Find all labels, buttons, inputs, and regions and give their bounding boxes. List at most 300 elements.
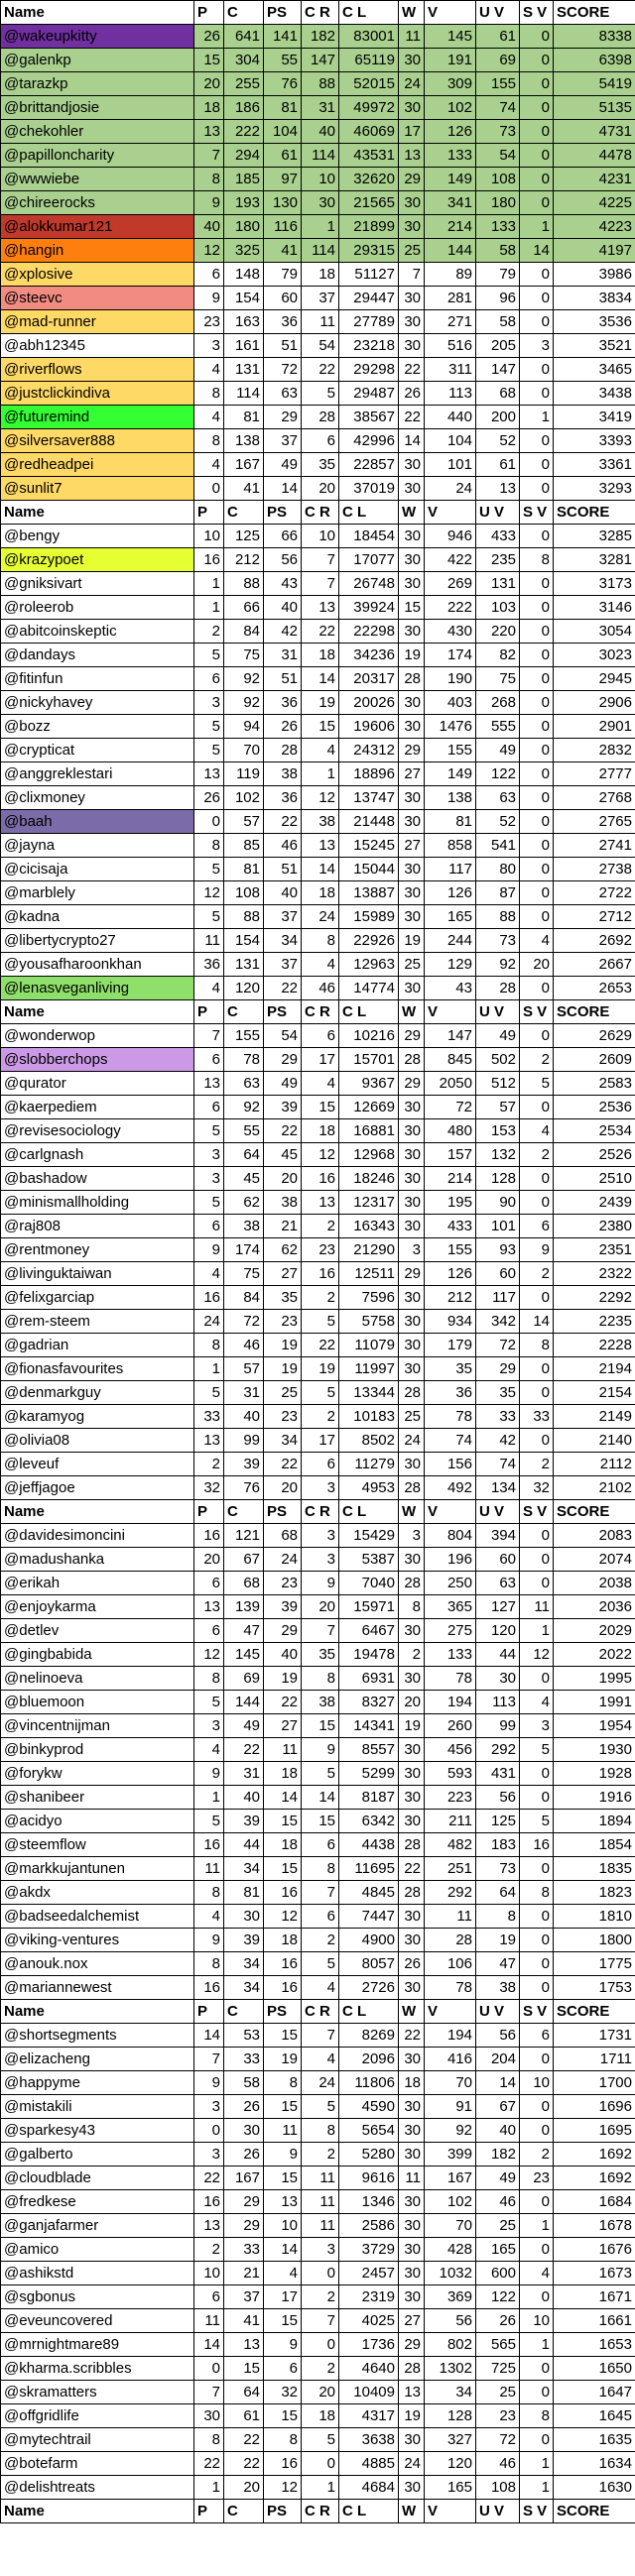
cell-sv: 0 xyxy=(520,2119,554,2143)
cell-v: 593 xyxy=(425,1762,476,1786)
cell-cr: 28 xyxy=(302,406,339,429)
cell-ps: 34 xyxy=(264,929,302,953)
cell-cl: 12317 xyxy=(339,1191,399,1215)
cell-c: 163 xyxy=(224,310,264,334)
cell-name: @abitcoinskeptic xyxy=(1,620,194,644)
cell-uv: 108 xyxy=(476,2476,520,2500)
cell-w: 30 xyxy=(399,881,425,905)
cell-c: 325 xyxy=(224,239,264,263)
cell-ps: 63 xyxy=(264,382,302,406)
cell-uv: 268 xyxy=(476,691,520,715)
table-row xyxy=(1,2404,635,2428)
cell-ps: 8 xyxy=(264,2071,302,2095)
cell-cl: 5654 xyxy=(339,2119,399,2143)
cell-sv: 0 xyxy=(520,1096,554,1119)
cell-c: 154 xyxy=(224,929,264,953)
cell-uv: 68 xyxy=(476,382,520,406)
cell-c: 46 xyxy=(224,1334,264,1357)
cell-score: 1630 xyxy=(554,2476,635,2500)
cell-cr: 24 xyxy=(302,2071,339,2095)
cell-ps: 76 xyxy=(264,72,302,96)
cell-p: 0 xyxy=(194,810,224,834)
cell-p: 8 xyxy=(194,1334,224,1357)
table-row xyxy=(1,215,635,239)
cell-cr: 22 xyxy=(302,358,339,382)
cell-score: 2738 xyxy=(554,858,635,881)
cell-score: 3438 xyxy=(554,382,635,406)
cell-cr: 6 xyxy=(302,429,339,453)
cell-cr: 15 xyxy=(302,1096,339,1119)
cell-uv: 30 xyxy=(476,1667,520,1691)
cell-cr: 2 xyxy=(302,1929,339,1952)
cell-ps: 11 xyxy=(264,1738,302,1762)
table-row xyxy=(1,72,635,96)
cell-ps: 36 xyxy=(264,786,302,810)
cell-cl: 20317 xyxy=(339,667,399,691)
cell-name: @karamyog xyxy=(1,1405,194,1429)
cell-v: 281 xyxy=(425,287,476,310)
column-header-ps: PS xyxy=(264,2500,302,2523)
cell-uv: 42 xyxy=(476,1429,520,1453)
table-row xyxy=(1,1262,635,1286)
cell-cl: 15989 xyxy=(339,905,399,929)
cell-w: 30 xyxy=(399,1215,425,1238)
cell-ps: 45 xyxy=(264,1143,302,1167)
column-header-score: SCORE xyxy=(554,501,635,525)
table-row xyxy=(1,2285,635,2309)
cell-v: 106 xyxy=(425,1952,476,1976)
cell-v: 126 xyxy=(425,120,476,144)
cell-cr: 6 xyxy=(302,1905,339,1929)
cell-cr: 18 xyxy=(302,263,339,287)
cell-v: 56 xyxy=(425,2309,476,2333)
cell-cr: 7 xyxy=(302,2309,339,2333)
cell-w: 30 xyxy=(399,2119,425,2143)
table-row xyxy=(1,1119,635,1143)
cell-c: 186 xyxy=(224,96,264,120)
cell-p: 11 xyxy=(194,2309,224,2333)
table-row xyxy=(1,2262,635,2285)
cell-cl: 24312 xyxy=(339,739,399,762)
cell-ps: 15 xyxy=(264,2024,302,2048)
cell-ps: 39 xyxy=(264,1096,302,1119)
column-header-cl: C L xyxy=(339,1500,399,1524)
table-row xyxy=(1,2190,635,2214)
cell-p: 5 xyxy=(194,1691,224,1714)
cell-w: 30 xyxy=(399,786,425,810)
cell-w: 30 xyxy=(399,1762,425,1786)
cell-uv: 108 xyxy=(476,168,520,191)
cell-cr: 2 xyxy=(302,1286,339,1310)
table-row xyxy=(1,1786,635,1810)
cell-c: 30 xyxy=(224,1905,264,1929)
cell-w: 28 xyxy=(399,1476,425,1500)
cell-uv: 63 xyxy=(476,1572,520,1595)
cell-c: 99 xyxy=(224,1429,264,1453)
cell-cr: 6 xyxy=(302,1453,339,1476)
cell-score: 4731 xyxy=(554,120,635,144)
cell-uv: 394 xyxy=(476,1524,520,1548)
cell-p: 26 xyxy=(194,786,224,810)
cell-name: @libertycrypto27 xyxy=(1,929,194,953)
column-header-ps: PS xyxy=(264,1500,302,1524)
cell-v: 416 xyxy=(425,2048,476,2071)
cell-sv: 14 xyxy=(520,1310,554,1334)
cell-cr: 7 xyxy=(302,1619,339,1643)
cell-v: 165 xyxy=(425,905,476,929)
cell-score: 2629 xyxy=(554,1024,635,1048)
cell-sv: 0 xyxy=(520,810,554,834)
table-row xyxy=(1,786,635,810)
table-row xyxy=(1,2238,635,2262)
cell-cl: 5299 xyxy=(339,1762,399,1786)
cell-cr: 4 xyxy=(302,2048,339,2071)
table-row xyxy=(1,1381,635,1405)
cell-score: 1854 xyxy=(554,1833,635,1857)
cell-w: 11 xyxy=(399,2166,425,2190)
cell-uv: 58 xyxy=(476,310,520,334)
cell-c: 39 xyxy=(224,1453,264,1476)
cell-cr: 2 xyxy=(302,1215,339,1238)
cell-cl: 2096 xyxy=(339,2048,399,2071)
cell-p: 5 xyxy=(194,1381,224,1405)
cell-uv: 60 xyxy=(476,1548,520,1572)
cell-w: 26 xyxy=(399,382,425,406)
cell-ps: 18 xyxy=(264,1929,302,1952)
cell-sv: 0 xyxy=(520,1524,554,1548)
cell-v: 433 xyxy=(425,1215,476,1238)
cell-w: 30 xyxy=(399,1143,425,1167)
table-row xyxy=(1,310,635,334)
cell-name: @silversaver888 xyxy=(1,429,194,453)
cell-uv: 46 xyxy=(476,2452,520,2476)
cell-cl: 17077 xyxy=(339,548,399,572)
cell-sv: 0 xyxy=(520,691,554,715)
cell-c: 68 xyxy=(224,1572,264,1595)
cell-uv: 165 xyxy=(476,2238,520,2262)
cell-uv: 49 xyxy=(476,1024,520,1048)
cell-sv: 0 xyxy=(520,168,554,191)
cell-uv: 44 xyxy=(476,1643,520,1667)
table-row xyxy=(1,1453,635,1476)
cell-cl: 4845 xyxy=(339,1881,399,1905)
table-row xyxy=(1,287,635,310)
cell-name: @amico xyxy=(1,2238,194,2262)
cell-cl: 4885 xyxy=(339,2452,399,2476)
cell-name: @botefarm xyxy=(1,2452,194,2476)
cell-cl: 4590 xyxy=(339,2095,399,2119)
cell-p: 20 xyxy=(194,72,224,96)
cell-uv: 122 xyxy=(476,762,520,786)
column-header-name: Name xyxy=(1,2500,194,2523)
cell-sv: 0 xyxy=(520,191,554,215)
cell-v: 24 xyxy=(425,477,476,501)
cell-score: 1753 xyxy=(554,1976,635,2000)
cell-cl: 51127 xyxy=(339,263,399,287)
cell-uv: 73 xyxy=(476,1857,520,1881)
cell-cr: 4 xyxy=(302,953,339,977)
cell-score: 2112 xyxy=(554,1453,635,1476)
cell-sv: 0 xyxy=(520,2238,554,2262)
cell-score: 2322 xyxy=(554,1262,635,1286)
table-row xyxy=(1,2071,635,2095)
cell-score: 3536 xyxy=(554,310,635,334)
cell-uv: 131 xyxy=(476,572,520,596)
cell-sv: 1 xyxy=(520,2333,554,2357)
cell-sv: 16 xyxy=(520,1833,554,1857)
column-header-uv: U V xyxy=(476,1,520,25)
cell-ps: 23 xyxy=(264,1572,302,1595)
cell-w: 30 xyxy=(399,1786,425,1810)
cell-c: 39 xyxy=(224,1929,264,1952)
cell-cl: 15245 xyxy=(339,834,399,858)
cell-name: @badseedalchemist xyxy=(1,1905,194,1929)
column-header-w: W xyxy=(399,501,425,525)
cell-cl: 4317 xyxy=(339,2404,399,2428)
cell-ps: 21 xyxy=(264,1215,302,1238)
cell-w: 30 xyxy=(399,810,425,834)
cell-score: 2154 xyxy=(554,1381,635,1405)
cell-p: 6 xyxy=(194,667,224,691)
column-header-cl: C L xyxy=(339,501,399,525)
cell-c: 31 xyxy=(224,1381,264,1405)
cell-c: 212 xyxy=(224,548,264,572)
cell-c: 26 xyxy=(224,2143,264,2166)
table-row xyxy=(1,620,635,644)
cell-uv: 63 xyxy=(476,786,520,810)
cell-w: 30 xyxy=(399,2428,425,2452)
cell-p: 9 xyxy=(194,1762,224,1786)
cell-cr: 35 xyxy=(302,1643,339,1667)
cell-v: 126 xyxy=(425,881,476,905)
cell-ps: 15 xyxy=(264,2095,302,2119)
cell-w: 30 xyxy=(399,310,425,334)
table-row xyxy=(1,1881,635,1905)
column-header-score: SCORE xyxy=(554,1500,635,1524)
cell-p: 4 xyxy=(194,453,224,477)
cell-cr: 23 xyxy=(302,1238,339,1262)
cell-cl: 8269 xyxy=(339,2024,399,2048)
cell-name: @cicisaja xyxy=(1,858,194,881)
cell-w: 30 xyxy=(399,691,425,715)
cell-cl: 15971 xyxy=(339,1595,399,1619)
column-header-v: V xyxy=(425,1500,476,1524)
cell-cl: 42996 xyxy=(339,429,399,453)
cell-name: @olivia08 xyxy=(1,1429,194,1453)
cell-cl: 5758 xyxy=(339,1310,399,1334)
cell-name: @galenkp xyxy=(1,49,194,72)
cell-ps: 56 xyxy=(264,548,302,572)
cell-c: 57 xyxy=(224,1357,264,1381)
cell-uv: 72 xyxy=(476,1334,520,1357)
cell-sv: 1 xyxy=(520,2452,554,2476)
cell-c: 66 xyxy=(224,596,264,620)
cell-w: 28 xyxy=(399,1833,425,1857)
cell-w: 30 xyxy=(399,2262,425,2285)
cell-v: 195 xyxy=(425,1191,476,1215)
cell-ps: 14 xyxy=(264,1786,302,1810)
cell-c: 22 xyxy=(224,2428,264,2452)
cell-ps: 16 xyxy=(264,2452,302,2476)
cell-p: 0 xyxy=(194,477,224,501)
cell-ps: 36 xyxy=(264,691,302,715)
cell-c: 148 xyxy=(224,263,264,287)
cell-c: 30 xyxy=(224,2119,264,2143)
cell-name: @shanibeer xyxy=(1,1786,194,1810)
cell-w: 30 xyxy=(399,620,425,644)
cell-uv: 292 xyxy=(476,1738,520,1762)
cell-w: 3 xyxy=(399,1524,425,1548)
cell-sv: 0 xyxy=(520,1857,554,1881)
cell-p: 9 xyxy=(194,287,224,310)
cell-cr: 22 xyxy=(302,620,339,644)
cell-cl: 2586 xyxy=(339,2214,399,2238)
cell-uv: 35 xyxy=(476,1381,520,1405)
cell-w: 25 xyxy=(399,953,425,977)
cell-v: 36 xyxy=(425,1381,476,1405)
cell-score: 2439 xyxy=(554,1191,635,1215)
cell-cl: 65119 xyxy=(339,49,399,72)
cell-v: 102 xyxy=(425,96,476,120)
cell-cl: 10409 xyxy=(339,2381,399,2404)
cell-p: 13 xyxy=(194,1072,224,1096)
cell-p: 9 xyxy=(194,2071,224,2095)
cell-c: 222 xyxy=(224,120,264,144)
cell-c: 62 xyxy=(224,1191,264,1215)
cell-uv: 49 xyxy=(476,739,520,762)
cell-ps: 27 xyxy=(264,1714,302,1738)
cell-p: 13 xyxy=(194,120,224,144)
cell-score: 2235 xyxy=(554,1310,635,1334)
table-row xyxy=(1,382,635,406)
cell-sv: 4 xyxy=(520,1691,554,1714)
cell-sv: 0 xyxy=(520,525,554,548)
cell-cr: 7 xyxy=(302,2024,339,2048)
table-row xyxy=(1,1167,635,1191)
cell-uv: 26 xyxy=(476,2309,520,2333)
table-row xyxy=(1,120,635,144)
cell-sv: 0 xyxy=(520,786,554,810)
cell-ps: 24 xyxy=(264,1548,302,1572)
cell-v: 516 xyxy=(425,334,476,358)
table-row xyxy=(1,334,635,358)
cell-cl: 22926 xyxy=(339,929,399,953)
cell-v: 269 xyxy=(425,572,476,596)
cell-p: 5 xyxy=(194,739,224,762)
cell-cr: 147 xyxy=(302,49,339,72)
cell-sv: 6 xyxy=(520,2024,554,2048)
cell-uv: 147 xyxy=(476,358,520,382)
column-header-ps: PS xyxy=(264,1,302,25)
cell-cl: 21565 xyxy=(339,191,399,215)
cell-sv: 10 xyxy=(520,2071,554,2095)
cell-uv: 64 xyxy=(476,1881,520,1905)
column-header-c: C xyxy=(224,1000,264,1024)
cell-ps: 29 xyxy=(264,406,302,429)
cell-uv: 342 xyxy=(476,1310,520,1334)
cell-c: 108 xyxy=(224,881,264,905)
cell-score: 1954 xyxy=(554,1714,635,1738)
table-row xyxy=(1,548,635,572)
cell-ps: 42 xyxy=(264,620,302,644)
table-row xyxy=(1,691,635,715)
cell-v: 946 xyxy=(425,525,476,548)
cell-score: 2228 xyxy=(554,1334,635,1357)
cell-w: 29 xyxy=(399,1024,425,1048)
cell-cl: 2319 xyxy=(339,2285,399,2309)
cell-p: 3 xyxy=(194,1167,224,1191)
cell-sv: 0 xyxy=(520,1357,554,1381)
table-row xyxy=(1,1357,635,1381)
cell-w: 27 xyxy=(399,834,425,858)
cell-score: 2609 xyxy=(554,1048,635,1072)
cell-cr: 35 xyxy=(302,453,339,477)
cell-v: 275 xyxy=(425,1619,476,1643)
cell-v: 174 xyxy=(425,644,476,667)
cell-p: 3 xyxy=(194,1143,224,1167)
cell-score: 2510 xyxy=(554,1167,635,1191)
cell-cr: 19 xyxy=(302,1357,339,1381)
cell-cl: 14341 xyxy=(339,1714,399,1738)
cell-c: 138 xyxy=(224,429,264,453)
cell-sv: 0 xyxy=(520,1191,554,1215)
cell-score: 1775 xyxy=(554,1952,635,1976)
column-header-cr: C R xyxy=(302,2500,339,2523)
cell-sv: 0 xyxy=(520,310,554,334)
cell-sv: 12 xyxy=(520,1643,554,1667)
cell-cl: 13887 xyxy=(339,881,399,905)
cell-w: 30 xyxy=(399,1619,425,1643)
cell-name: @detlev xyxy=(1,1619,194,1643)
cell-p: 16 xyxy=(194,548,224,572)
cell-w: 19 xyxy=(399,929,425,953)
table-row xyxy=(1,572,635,596)
cell-uv: 80 xyxy=(476,858,520,881)
cell-c: 29 xyxy=(224,2214,264,2238)
cell-cr: 10 xyxy=(302,168,339,191)
cell-c: 22 xyxy=(224,1738,264,1762)
cell-p: 13 xyxy=(194,1429,224,1453)
cell-cr: 6 xyxy=(302,1024,339,1048)
cell-cl: 12669 xyxy=(339,1096,399,1119)
cell-c: 21 xyxy=(224,2262,264,2285)
cell-c: 39 xyxy=(224,1810,264,1833)
cell-uv: 72 xyxy=(476,2428,520,2452)
cell-cr: 17 xyxy=(302,1048,339,1072)
cell-w: 30 xyxy=(399,1096,425,1119)
cell-score: 1695 xyxy=(554,2119,635,2143)
cell-uv: 725 xyxy=(476,2357,520,2381)
cell-cl: 23218 xyxy=(339,334,399,358)
cell-cl: 6931 xyxy=(339,1667,399,1691)
cell-w: 30 xyxy=(399,2095,425,2119)
cell-cr: 54 xyxy=(302,334,339,358)
cell-v: 196 xyxy=(425,1548,476,1572)
cell-score: 4197 xyxy=(554,239,635,263)
cell-uv: 180 xyxy=(476,191,520,215)
cell-name: @erikah xyxy=(1,1572,194,1595)
cell-ps: 61 xyxy=(264,144,302,168)
cell-cl: 3729 xyxy=(339,2238,399,2262)
table-row xyxy=(1,1976,635,2000)
cell-score: 3521 xyxy=(554,334,635,358)
table-row xyxy=(1,1810,635,1833)
cell-p: 4 xyxy=(194,977,224,1000)
cell-ps: 16 xyxy=(264,1952,302,1976)
cell-c: 49 xyxy=(224,1714,264,1738)
cell-cr: 18 xyxy=(302,1119,339,1143)
column-header-cl: C L xyxy=(339,1000,399,1024)
